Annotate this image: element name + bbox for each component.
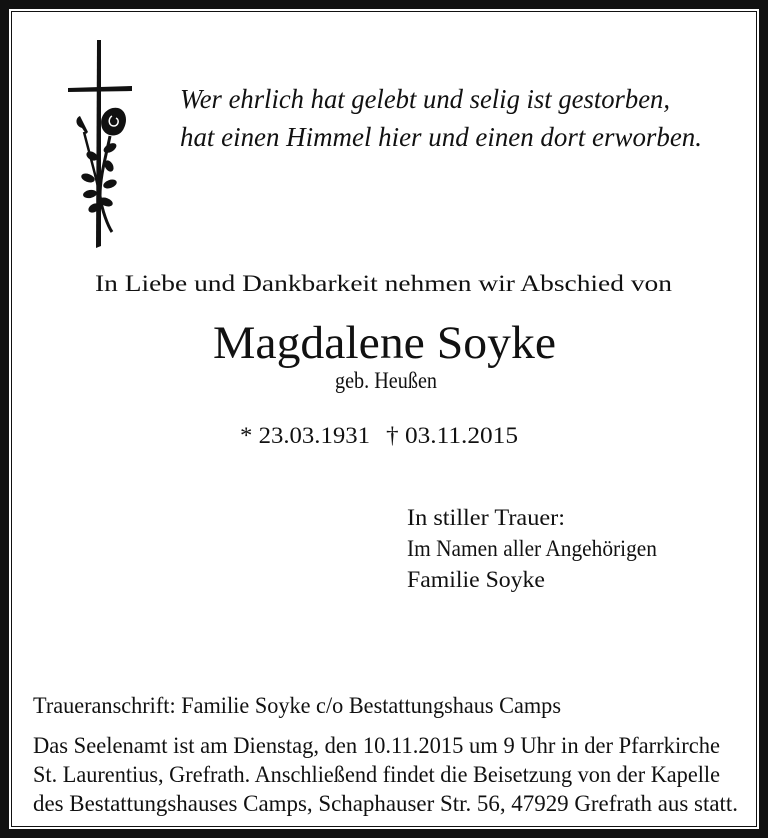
footer-line-3: des Bestattungshauses Camps, Schaphauser Str. 56, 47929 Grefrath aus statt. [33, 791, 738, 816]
footer-line-1: Das Seelenamt ist am Dienstag, den 10.11.2015 um 9 Uhr in der Pfarrkirche [33, 733, 720, 758]
birth-date: * 23.03.1931 [240, 423, 370, 448]
footer-address: Traueranschrift: Familie Soyke c/o Bestattungshaus Camps [33, 693, 561, 718]
mourners-line-1: In stiller Trauer: [407, 505, 565, 530]
mourners-line-2: Im Namen aller Angehörigen [407, 536, 657, 561]
deceased-name: Magdalene Soyke [213, 317, 556, 369]
mourners-line-3: Familie Soyke [407, 567, 545, 592]
maiden-name: geb. Heußen [335, 368, 437, 393]
death-date: † 03.11.2015 [386, 423, 518, 448]
quote-line-1: Wer ehrlich hat gelebt und selig ist gestorben, [180, 84, 670, 114]
quote-line-2: hat einen Himmel hier und einen dort erworben. [180, 122, 702, 152]
cross-with-rose-icon [60, 36, 140, 252]
footer-line-2: St. Laurentius, Grefrath. Anschließend findet die Beisetzung von der Kapelle [33, 762, 720, 787]
intro-text: In Liebe und Dankbarkeit nehmen wir Abschied von [95, 271, 672, 296]
